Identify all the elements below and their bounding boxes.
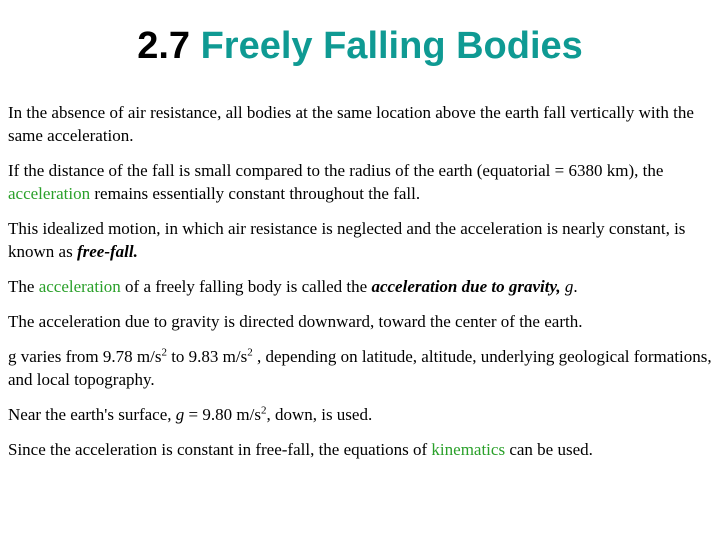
symbol-g: g <box>175 405 185 424</box>
term-free-fall: free-fall. <box>76 242 138 261</box>
paragraph-text: Since the acceleration is constant in free-fall, the equations of <box>8 440 432 459</box>
paragraph-kinematics <box>8 438 712 461</box>
keyword-kinematics: kinematics <box>431 440 506 459</box>
slide-body <box>8 101 712 473</box>
paragraph-text: to 9.83 m/s <box>166 347 248 366</box>
paragraph-text: g varies from 9.78 m/s <box>8 347 162 366</box>
exponent: 2 <box>247 346 253 359</box>
paragraph-g-variation <box>8 345 712 391</box>
paragraph-text: = 9.80 m/s <box>184 405 261 424</box>
term-acceleration-due-to-gravity: acceleration due to gravity, <box>371 277 561 296</box>
paragraph-text: The acceleration due to gravity is directed downward, toward the center of the earth. <box>8 312 583 331</box>
paragraph-text: , depending on latitude, altitude, underlying geological formations, and local topography. <box>8 347 712 389</box>
paragraph-g-value <box>8 403 712 426</box>
section-title: Freely Falling Bodies <box>200 25 583 67</box>
paragraph-text: This idealized motion, in which air resistance is neglected and the acceleration is nearly constant, is known as <box>8 219 686 261</box>
paragraph-acceleration-due-to-gravity <box>8 275 712 298</box>
exponent: 2 <box>260 404 267 417</box>
paragraph-absence-of-air-resistance <box>8 101 712 147</box>
symbol-g: g <box>564 277 574 296</box>
paragraph-text: The <box>8 277 39 296</box>
paragraph-idealized-motion <box>8 217 712 263</box>
keyword-acceleration: acceleration <box>8 184 91 203</box>
paragraph-text: In the absence of air resistance, all bodies at the same location above the earth fall vertically with the same acceleration. <box>8 103 694 145</box>
slide-title <box>0 22 720 70</box>
paragraph-text: If the distance of the fall is small compared to the radius of the earth (equatorial = 6380 km), the <box>8 161 664 180</box>
paragraph-text: Near the earth's surface, <box>8 405 176 424</box>
paragraph-text: can be used. <box>505 440 593 459</box>
exponent: 2 <box>161 346 167 359</box>
keyword-acceleration: acceleration <box>38 277 121 296</box>
paragraph-text: , down, is used. <box>266 405 373 424</box>
paragraph-text: . <box>573 277 578 296</box>
paragraph-text: remains essentially constant throughout the fall. <box>90 184 421 203</box>
paragraph-text: of a freely falling body is called the <box>120 277 372 296</box>
paragraph-distance-of-fall <box>8 159 712 205</box>
paragraph-gravity-direction <box>8 310 712 333</box>
section-number: 2.7 <box>137 25 191 67</box>
